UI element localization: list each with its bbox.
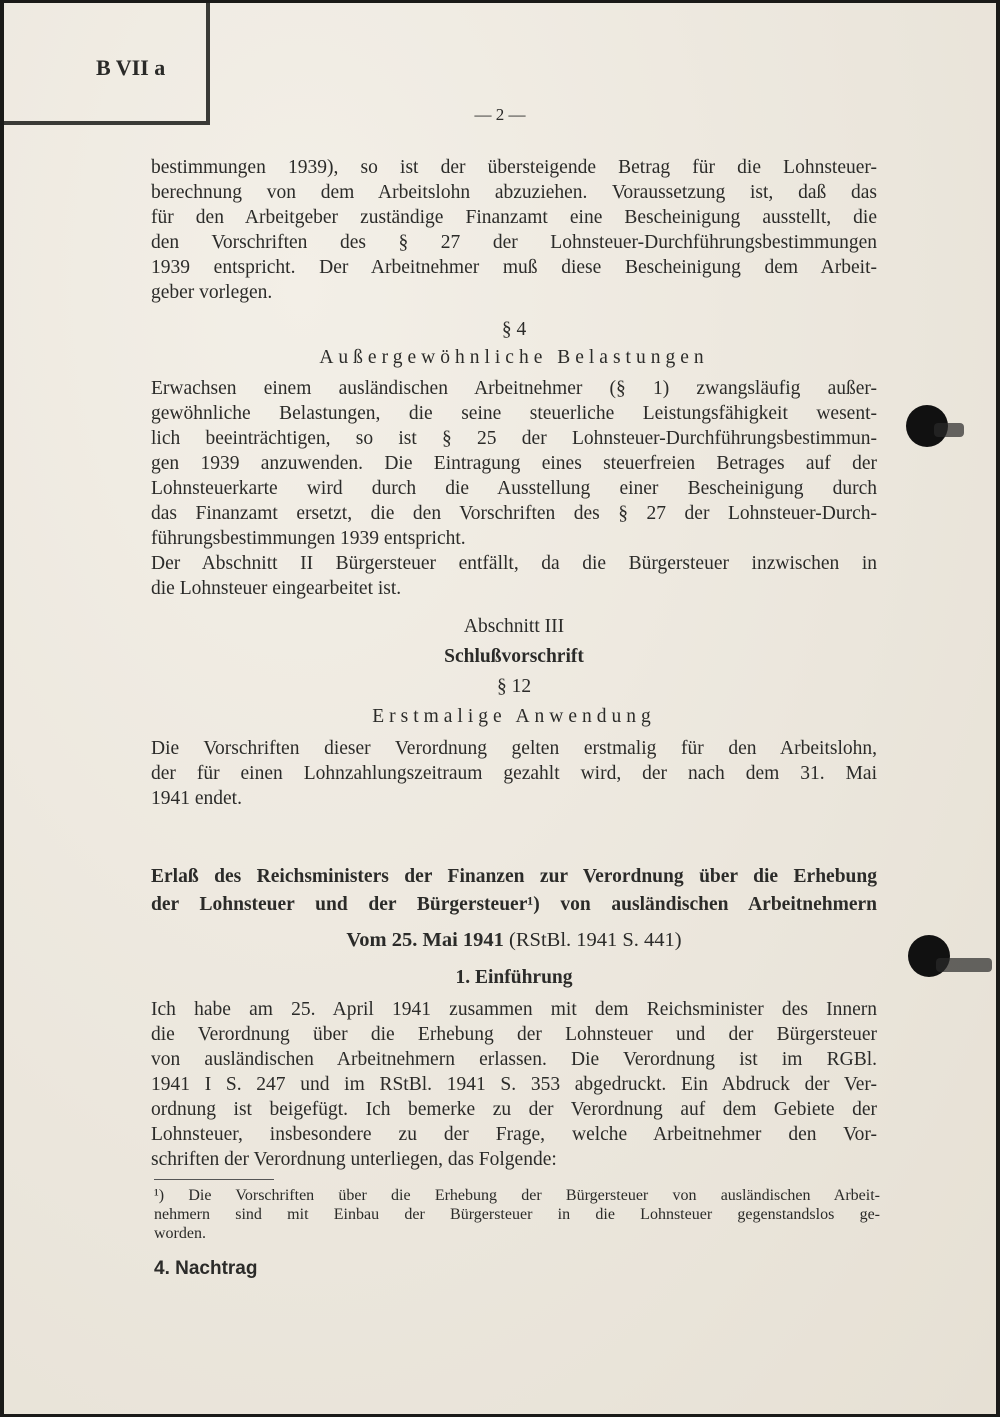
- paragraph-continuation: [151, 155, 877, 305]
- text-line: Lohnsteuer, insbesondere zu der Frage, welche Arbeitnehmer den Vor-: [151, 1124, 877, 1145]
- text-line: gen 1939 anzuwenden. Die Eintragung eines steuerfreien Betrages auf der: [151, 453, 877, 474]
- punch-hole-shadow: [936, 958, 992, 972]
- text-line: bestimmungen 1939), so ist der übersteigende Betrag für die Lohnsteuer-: [151, 157, 877, 178]
- text-line: Die Vorschriften dieser Verordnung gelten erstmalig für den Arbeitslohn,: [151, 738, 877, 759]
- footnote-line: worden.: [154, 1225, 206, 1242]
- text-line: die Verordnung über die Erhebung der Lohnsteuer und der Bürgersteuer: [151, 1024, 877, 1045]
- text-line: Der Abschnitt II Bürgersteuer entfällt, da die Bürgersteuer inzwischen in: [151, 553, 877, 574]
- section-4-body: [151, 376, 877, 601]
- text-line: Ich habe am 25. April 1941 zusammen mit dem Reichsminister des Innern: [151, 999, 877, 1020]
- footnote-line: ¹) Die Vorschriften über die Erhebung der Bürgersteuer von ausländischen Arbeit-: [154, 1187, 880, 1204]
- text-line: schriften der Verordnung unterliegen, das Folgende:: [151, 1149, 557, 1170]
- text-line: von ausländischen Arbeitnehmern erlassen. Die Verordnung ist im RGBl.: [151, 1049, 877, 1070]
- text-line: 1941 I S. 247 und im RStBl. 1941 S. 353 abgedruckt. Ein Abdruck der Ver-: [151, 1074, 877, 1095]
- text-line: Erwachsen einem ausländischen Arbeitnehmer (§ 1) zwangsläufig außer-: [151, 378, 877, 399]
- text-line: 1939 entspricht. Der Arbeitnehmer muß diese Bescheinigung dem Arbeit-: [151, 257, 877, 278]
- text-line: führungsbestimmungen 1939 entspricht.: [151, 528, 466, 549]
- decree-date-ref: (RStBl. 1941 S. 441): [503, 929, 682, 951]
- text-line: den Vorschriften des § 27 der Lohnsteuer-Durchführungsbestimmungen: [151, 232, 877, 253]
- decree-body: [151, 997, 877, 1172]
- decree-title: [151, 863, 877, 919]
- text-line: ordnung ist beigefügt. Ich bemerke zu der Verordnung auf dem Gebiete der: [151, 1099, 877, 1120]
- section-12-number: § 12: [496, 676, 532, 697]
- decree-section-title: 1. Einführung: [455, 967, 573, 988]
- text-line: lich beeinträchtigen, so ist § 25 der Lohnsteuer-Durchführungsbestimmun-: [151, 428, 877, 449]
- section-12-title: Erstmalige Anwendung: [372, 706, 656, 727]
- footnote: [154, 1186, 880, 1243]
- footnote-divider: [154, 1179, 274, 1180]
- section-3-subheading: Schlußvorschrift: [444, 646, 584, 667]
- text-line: gewöhnliche Belastungen, die seine steuerliche Leistungsfähigkeit wesent-: [151, 403, 877, 424]
- text-line: das Finanzamt ersetzt, die den Vorschriften des § 27 der Lohnsteuer-Durch-: [151, 503, 877, 524]
- page-number: — 2 —: [474, 105, 526, 124]
- register-tab-label: B VII a: [96, 55, 166, 80]
- text-line: der für einen Lohnzahlungszeitraum gezahlt wird, der nach dem 31. Mai: [151, 763, 877, 784]
- text-line: die Lohnsteuer eingearbeitet ist.: [151, 578, 402, 599]
- section-4-title: Außergewöhnliche Belastungen: [319, 347, 709, 368]
- text-line: der Lohnsteuer und der Bürgersteuer¹) von ausländischen Arbeitnehmern: [151, 894, 877, 915]
- document-page: [4, 3, 996, 1414]
- footnote-line: nehmern sind mit Einbau der Bürgersteuer in die Lohnsteuer gegenstandslos ge-: [154, 1206, 880, 1223]
- text-line: geber vorlegen.: [151, 282, 273, 303]
- section-12-body: [151, 736, 877, 811]
- section-4-number: § 4: [501, 319, 527, 340]
- punch-hole-shadow: [934, 423, 964, 437]
- text-line: für den Arbeitgeber zuständige Finanzamt eine Bescheinigung ausstellt, die: [151, 207, 877, 228]
- text-line: 1941 endet.: [151, 788, 242, 809]
- decree-date: [151, 929, 877, 952]
- supplement-label: 4. Nachtrag: [154, 1258, 258, 1279]
- text-line: Lohnsteuerkarte wird durch die Ausstellung einer Bescheinigung durch: [151, 478, 877, 499]
- decree-date-bold: Vom 25. Mai 1941: [346, 929, 504, 951]
- section-3-heading: Abschnitt III: [463, 616, 565, 637]
- text-line: berechnung von dem Arbeitslohn abzuziehen. Voraussetzung ist, daß das: [151, 182, 877, 203]
- text-line: Erlaß des Reichsministers der Finanzen zur Verordnung über die Erhebung: [151, 866, 877, 887]
